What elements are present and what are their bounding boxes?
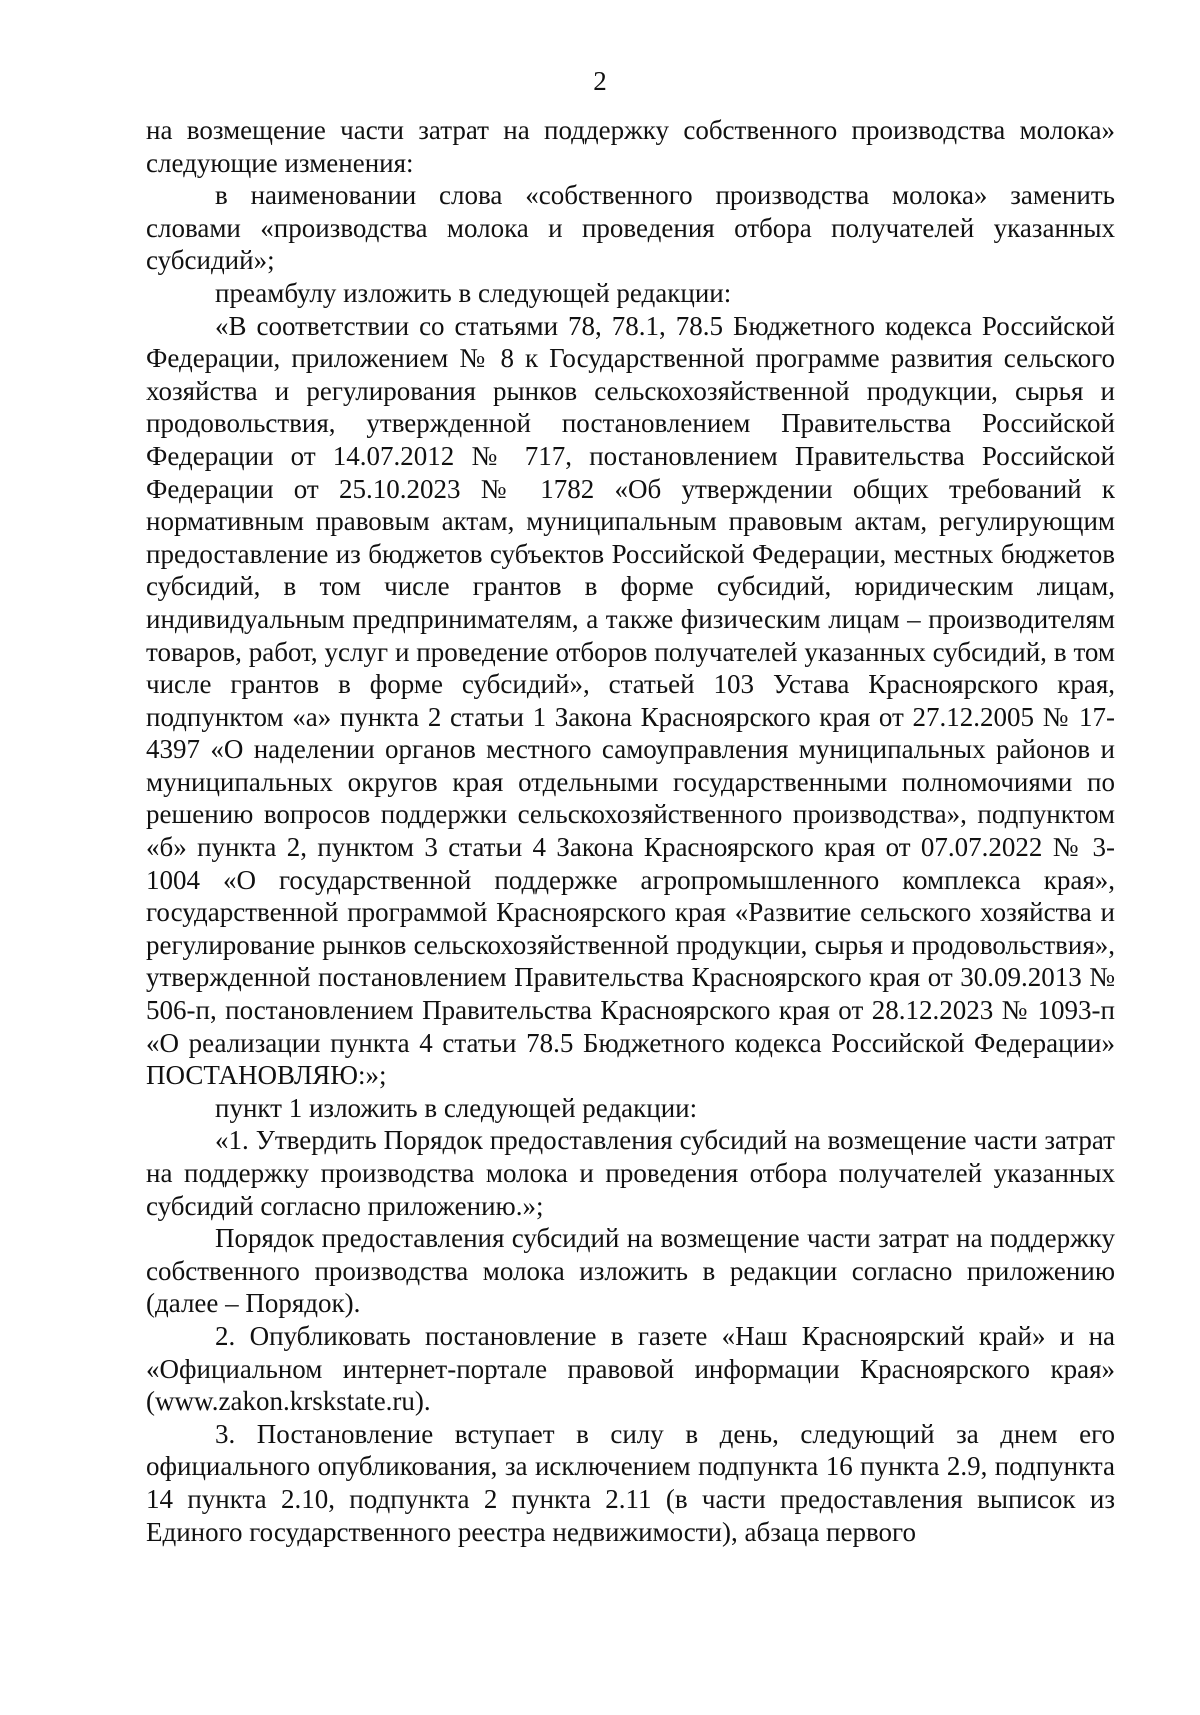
paragraph-point1-text: «1. Утвердить Порядок предоставления субсидий на возмещение части затрат на поддержку производства молока и проведения отбора получателей указанных субсидий согласно приложению.»; <box>146 1125 1115 1221</box>
paragraph-item-2: 2. Опубликовать постановление в газете «Наш Красноярский край» и на «Официальном интернет-портале правовой информации Красноярского края» (www.zakon.krskstate.ru). <box>146 1320 1115 1417</box>
paragraph-point1-intro: пункт 1 изложить в следующей редакции: <box>215 1092 698 1123</box>
document-body <box>146 114 1115 1548</box>
paragraph-procedure: Порядок предоставления субсидий на возмещение части затрат на поддержку собственного производства молока изложить в редакции согласно приложению (далее – Порядок). <box>146 1223 1115 1319</box>
paragraph-title-change: в наименовании слова «собственного производства молока» заменить словами «производства молока и проведения отбора получателей указанных субсидий»; <box>146 180 1115 276</box>
paragraph-preamble-intro: преамбулу изложить в следующей редакции: <box>215 277 732 308</box>
page-number: 2 <box>593 66 607 96</box>
paragraph-preamble-text: «В соответствии со статьями 78, 78.1, 78.5 Бюджетного кодекса Российской Федерации, приложением № 8 к Государственной программе развития сельского хозяйства и регулирования рынков сельскохозяйственной продукции, сырья и продовольствия, утвержденной постановлением Правительства Российской Федерации от 14.07.2012 № 717, постановлением Правительства Российской Федерации от 25.10.2023 № 1782 «Об утверждении общих требований к нормативным правовым актам, муниципальным правовым актам, регулирующим предоставление из бюджетов субъектов Российской Федерации, местных бюджетов субсидий, в том числе грантов в форме субсидий, юридическим лицам, индивидуальным предпринимателям, а также физическим лицам – производителям товаров, работ, услуг и проведение отборов получателей указанных субсидий, в том числе грантов в форме субсидий», статьей 103 Устава Красноярского края, подпунктом «а» пункта 2 статьи 1 Закона Красноярского края от 27.12.2005 № 17-4397 «О наделении органов местного самоуправления муниципальных районов и муниципальных округов края отдельными государственными полномочиями по решению вопросов поддержки сельскохозяйственного производства», подпунктом «б» пункта 2, пунктом 3 статьи 4 Закона Красноярского края от 07.07.2022 № 3-1004 «О государственной поддержке агропромышленного комплекса края», государственной программой Красноярского края «Развитие сельского хозяйства и регулирование рынков сельскохозяйственной продукции, сырья и продовольствия», утвержденной постановлением Правительства Красноярского края от 30.09.2013 № 506-п, постановлением Правительства Красноярского края от 28.12.2023 № 1093-п «О реализации пункта 4 статьи 78.5 Бюджетного кодекса Российской Федерации» ПОСТАНОВЛЯЮ:»; <box>146 310 1115 1091</box>
paragraph-continuation: на возмещение части затрат на поддержку собственного производства молока» следующие изменения: <box>146 115 1115 178</box>
paragraph-item-3: 3. Постановление вступает в силу в день, следующий за днем его официального опубликования, за исключением подпункта 16 пункта 2.9, подпункта 14 пункта 2.10, подпункта 2 пункта 2.11 (в части предоставления выписок из Единого государственного реестра недвижимости), абзаца первого <box>146 1418 1115 1547</box>
